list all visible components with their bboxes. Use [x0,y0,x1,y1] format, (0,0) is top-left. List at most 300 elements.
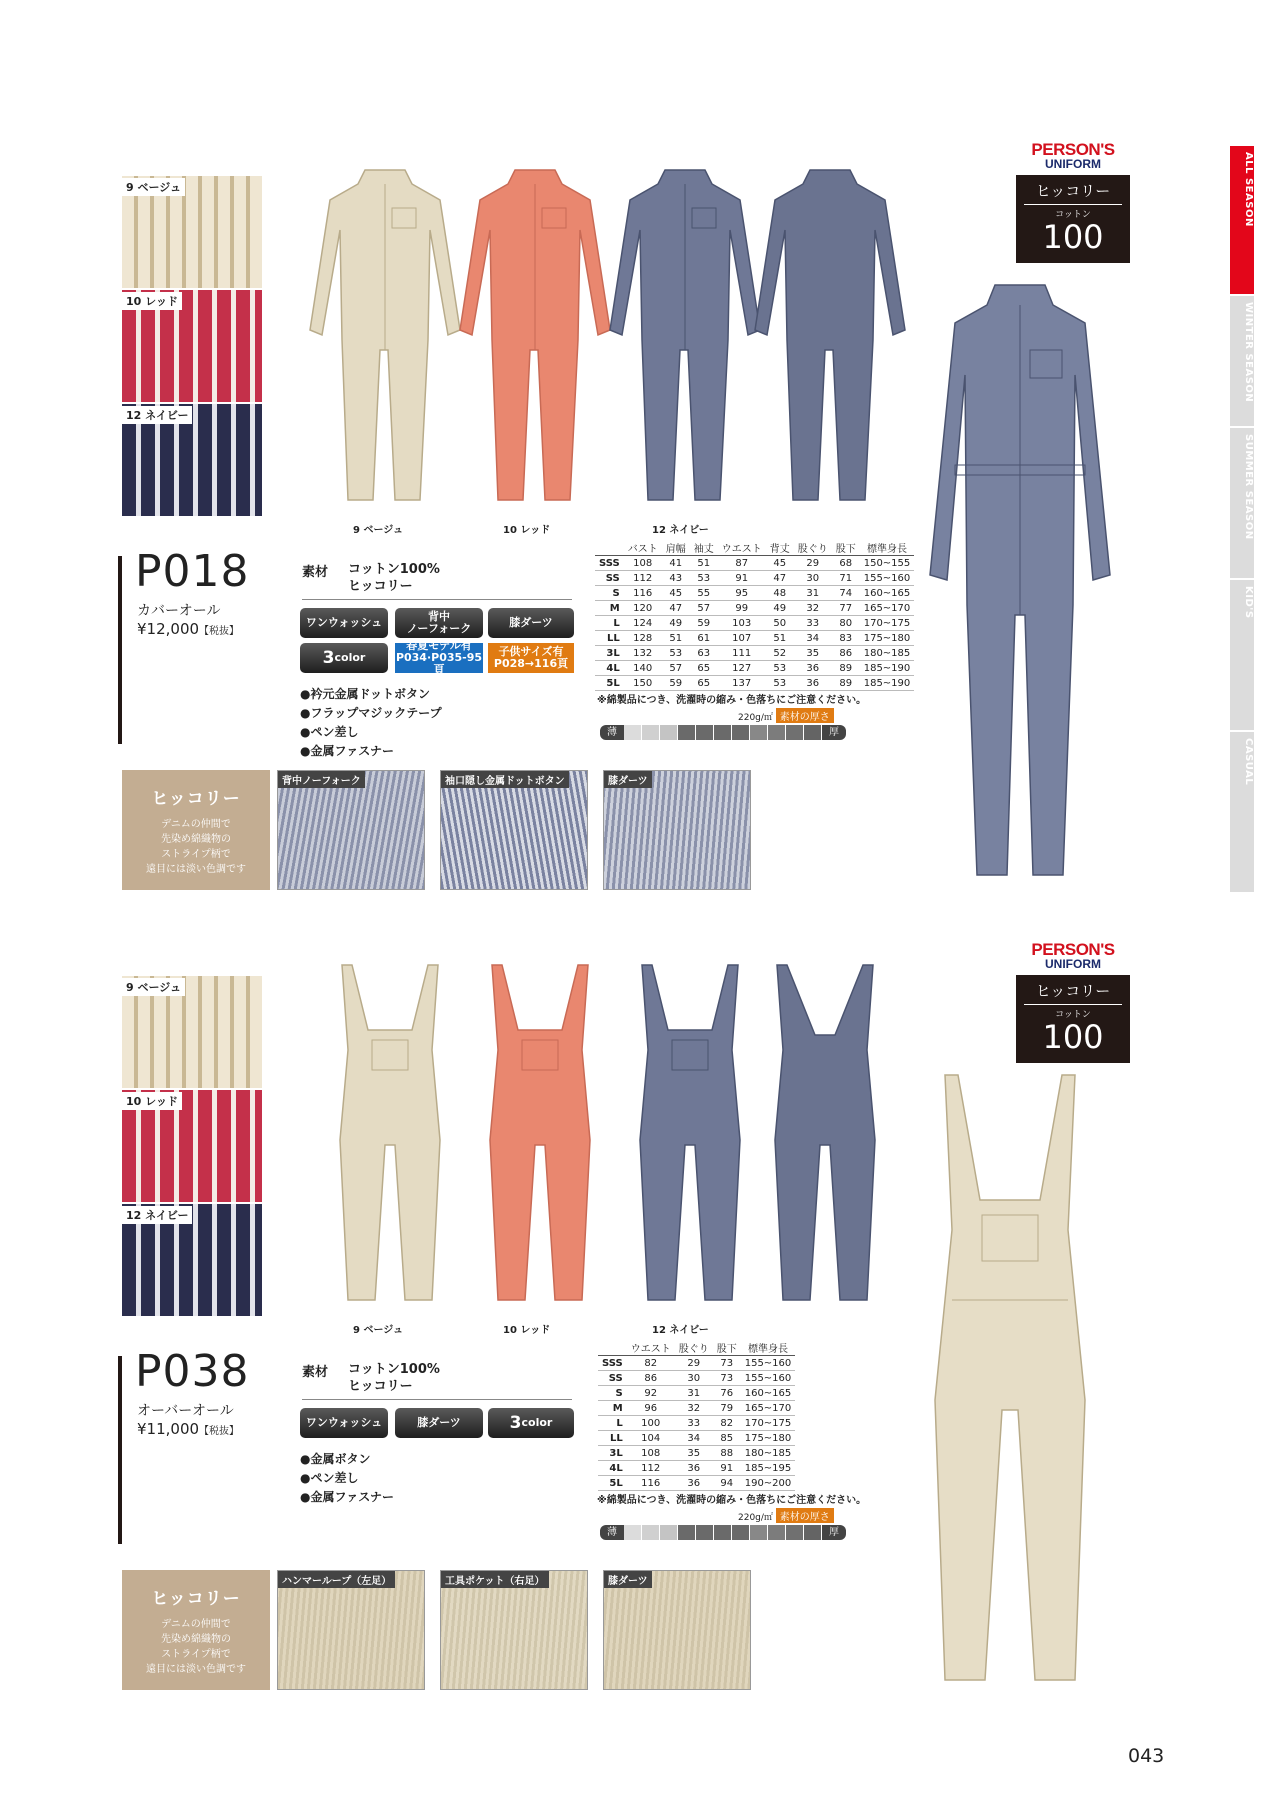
size-cell: 80 [832,616,860,631]
size-cell: 36 [794,676,832,691]
overall-beige-image [320,960,460,1310]
size-cell: 29 [794,556,832,571]
fabric-description [122,770,270,890]
size-cell: 55 [690,586,718,601]
swatch-label: 10 レッド [122,1092,182,1110]
price-value: ¥12,000 [137,620,200,638]
detail-photo-back [277,770,425,890]
size-row [598,1431,795,1446]
material-line: ヒッコリー [348,579,413,594]
swatch-label: 9 ベージュ [122,978,185,996]
model-code: P038 [135,1346,250,1397]
swatch-label: 12 ネイビー [122,406,192,424]
size-cell: M [595,601,624,616]
page-number: 043 [1128,1745,1165,1767]
thickness-cell [696,1525,714,1540]
feature-item: ●金属ファスナー [300,744,394,758]
size-cell: 49 [766,601,794,616]
material-info [302,561,572,600]
size-row [598,1371,795,1386]
coverall-navy-back-image [745,160,915,510]
size-cell: 91 [713,1461,741,1476]
size-cell: 155~160 [860,571,915,586]
size-header: 股下 [832,540,860,556]
size-row [595,676,914,691]
size-cell: 128 [624,631,662,646]
size-cell: SS [595,571,624,586]
swatch-label: 9 ベージュ [122,178,185,196]
features-list [300,1450,394,1507]
size-cell: 82 [713,1416,741,1431]
detail-photo-knee [603,1570,751,1690]
badge-knee-darts: 膝ダーツ [395,1408,483,1438]
size-cell: 91 [718,571,766,586]
garment-caption: 12 ネイビー [652,1325,709,1336]
swatch-red [122,290,262,402]
size-cell: 112 [627,1461,675,1476]
garment-caption: 10 レッド [503,1325,551,1336]
feature-item: ●金属ボタン [300,1452,371,1466]
feature-item: ●金属ファスナー [300,1490,394,1504]
badge-3color [300,643,388,673]
desc-line: 遠目には淡い色調です [146,1664,246,1675]
badge-back-norfolk: 背中 ノーフォーク [395,608,483,638]
size-cell: 150 [624,676,662,691]
badge-knee-darts: 膝ダーツ [488,608,574,638]
size-cell: 35 [675,1446,713,1461]
size-cell: 170~175 [741,1416,796,1431]
thickness-scale [600,1508,846,1540]
size-cell: 107 [718,631,766,646]
size-cell: 180~185 [741,1446,796,1461]
swatch-navy [122,404,262,516]
fabric-name: ヒッコリー [1035,182,1111,200]
thickness-cell [678,1525,696,1540]
features-list [300,685,442,761]
badge-line: 子供サイズ有 [498,645,564,658]
detail-photo-hammer-loop [277,1570,425,1690]
size-cell: 95 [718,586,766,601]
size-cell: 111 [718,646,766,661]
size-cell: 33 [794,616,832,631]
size-cell: 190~200 [741,1476,796,1491]
size-cell: 35 [794,646,832,661]
thickness-cell [750,1525,768,1540]
size-header: 標準身長 [741,1340,796,1356]
thickness-weight: 220g/㎡ [738,713,776,723]
brand-line2: UNIFORM [1045,157,1101,171]
badge-kids-size [488,643,574,673]
fabric-sub: コットン [1055,1010,1091,1020]
size-cell: 83 [832,631,860,646]
garment-caption: 9 ベージュ [353,1325,404,1336]
size-note: ※綿製品につき、洗濯時の縮み・色落ちにご注意ください。 [597,695,867,706]
detail-photo-tool-pocket [440,1570,588,1690]
model-type: オーバーオール [137,1403,234,1419]
detail-label: ハンマーループ（左足） [278,1571,395,1588]
tab-casual[interactable]: CASUAL [1230,732,1254,892]
swatch-label: 10 レッド [122,292,182,310]
size-row [598,1386,795,1401]
fabric-percent: 100 [1042,218,1104,256]
desc-line: ストライプ柄で [161,849,231,860]
size-cell: 49 [662,616,690,631]
thickness-cell [786,725,804,740]
size-cell: 59 [662,676,690,691]
material-label: 素材 [302,1365,329,1380]
garment-caption: 10 レッド [503,525,551,536]
size-cell: 3L [598,1446,627,1461]
size-cell: 165~170 [860,601,915,616]
size-cell: 116 [624,586,662,601]
size-cell: 33 [675,1416,713,1431]
size-cell: 180~185 [860,646,915,661]
size-cell: 65 [690,661,718,676]
price-tax: 【税抜】 [199,1426,240,1437]
size-cell: 87 [718,556,766,571]
size-cell: 108 [624,556,662,571]
size-cell: 127 [718,661,766,676]
swatch-red [122,1090,262,1202]
size-row [595,646,914,661]
thickness-cell [624,725,642,740]
size-cell: 53 [766,676,794,691]
fabric-box [1016,975,1130,1063]
thickness-cell [678,725,696,740]
size-row [598,1416,795,1431]
size-cell: LL [598,1431,627,1446]
size-cell: 5L [595,676,624,691]
thickness-weight: 220g/㎡ [738,1513,776,1523]
thickness-thin: 薄 [600,725,624,740]
fabric-percent: 100 [1042,1018,1104,1056]
size-cell: 30 [794,571,832,586]
size-cell: 185~190 [860,676,915,691]
badge-one-wash: ワンウォッシュ [300,608,388,638]
model-bar [118,556,122,744]
desc-title: ヒッコリー [151,1589,241,1609]
size-cell: 73 [713,1371,741,1386]
coverall-main-image [925,275,1115,885]
size-cell: 4L [595,661,624,676]
size-cell: 29 [675,1356,713,1371]
size-cell: 94 [713,1476,741,1491]
size-cell: 71 [832,571,860,586]
desc-line: 先染め綿織物の [161,834,231,845]
size-header: 袖丈 [690,540,718,556]
desc-line: 遠目には淡い色調です [146,864,246,875]
size-row [598,1356,795,1371]
size-cell: 51 [662,631,690,646]
size-cell: 48 [766,586,794,601]
tab-all-season[interactable]: ALL SEASON [1230,146,1254,294]
size-row [595,661,914,676]
size-cell: 140 [624,661,662,676]
size-cell: 89 [832,661,860,676]
size-cell: 160~165 [860,586,915,601]
model-price [137,620,239,638]
size-cell: 103 [718,616,766,631]
size-cell: 79 [713,1401,741,1416]
badge-line: 春夏モデル有 [406,639,472,652]
size-cell: 86 [627,1371,675,1386]
size-cell: 47 [662,601,690,616]
coverall-red-image [450,160,620,510]
size-header: 標準身長 [860,540,915,556]
detail-label: 袖口隠し金属ドットボタン [441,771,569,788]
fabric-name: ヒッコリー [1035,982,1111,1000]
size-cell: 61 [690,631,718,646]
size-header: 背丈 [766,540,794,556]
size-cell: S [595,586,624,601]
size-cell: 31 [794,586,832,601]
garment-caption: 12 ネイビー [652,525,709,536]
size-header: 股下 [713,1340,741,1356]
desc-line: ストライプ柄で [161,1649,231,1660]
size-cell: 185~190 [860,661,915,676]
overall-red-image [470,960,610,1310]
brand-line1: PERSON'S [1031,140,1115,159]
size-cell: 32 [794,601,832,616]
detail-photo-cuff [440,770,588,890]
thickness-cell [804,1525,822,1540]
size-cell: 65 [690,676,718,691]
fabric-description [122,1570,270,1690]
size-cell: 137 [718,676,766,691]
size-cell: 53 [662,646,690,661]
thickness-cell [786,1525,804,1540]
size-cell: 185~195 [741,1461,796,1476]
size-cell: 88 [713,1446,741,1461]
thickness-thin: 薄 [600,1525,624,1540]
size-cell: LL [595,631,624,646]
fabric-box [1016,175,1130,263]
size-cell: 74 [832,586,860,601]
size-cell: 170~175 [860,616,915,631]
brand-line1: PERSON'S [1031,940,1115,959]
thickness-cell [642,725,660,740]
size-cell: 82 [627,1356,675,1371]
size-header: 股ぐり [675,1340,713,1356]
size-cell: 85 [713,1431,741,1446]
size-cell: 132 [624,646,662,661]
size-cell: 165~170 [741,1401,796,1416]
feature-item: ●衿元金属ドットボタン [300,687,430,701]
size-header: バスト [624,540,662,556]
feature-item: ●フラップマジックテープ [300,706,442,720]
price-value: ¥11,000 [137,1420,200,1438]
size-cell: SSS [598,1356,627,1371]
size-cell: 52 [766,646,794,661]
size-cell: 150~155 [860,556,915,571]
size-header: 肩幅 [662,540,690,556]
swatch-navy [122,1204,262,1316]
overall-navy-image [620,960,760,1310]
swatch-beige [122,976,262,1088]
size-cell: 116 [627,1476,675,1491]
thickness-cell [804,725,822,740]
size-cell: 120 [624,601,662,616]
model-bar [118,1356,122,1544]
size-header: 股ぐり [794,540,832,556]
size-cell: 96 [627,1401,675,1416]
desc-line: デニムの仲間で [161,1619,231,1630]
size-cell: 51 [690,556,718,571]
tab-kids[interactable]: KID'S [1230,580,1254,730]
size-cell: 36 [675,1461,713,1476]
brand-line2: UNIFORM [1045,957,1101,971]
thickness-cell [624,1525,642,1540]
thickness-cell [732,725,750,740]
thickness-thick: 厚 [822,725,846,740]
color-word: color [334,651,366,664]
thickness-scale [600,708,846,740]
size-cell: 112 [624,571,662,586]
size-cell: 53 [766,661,794,676]
size-row [595,571,914,586]
thickness-cell [768,725,786,740]
thickness-cell [768,1525,786,1540]
brand-logo [1013,140,1133,171]
size-cell: 155~160 [741,1371,796,1386]
price-tax: 【税抜】 [199,626,240,637]
material-info [302,1361,572,1400]
thickness-label: 素材の厚さ [776,1508,834,1523]
size-cell: 73 [713,1356,741,1371]
thickness-cell [660,1525,678,1540]
size-cell: L [595,616,624,631]
color-word: color [521,1416,553,1429]
model-type: カバーオール [137,603,221,619]
badge-3color [488,1408,574,1438]
size-cell: 45 [766,556,794,571]
swatch-label: 12 ネイビー [122,1206,192,1224]
size-cell: 34 [675,1431,713,1446]
size-cell: 32 [675,1401,713,1416]
detail-photo-knee [603,770,751,890]
thickness-cell [642,1525,660,1540]
size-cell: 100 [627,1416,675,1431]
thickness-cell [714,725,732,740]
size-cell: 89 [832,676,860,691]
thickness-thick: 厚 [822,1525,846,1540]
fabric-sub: コットン [1055,210,1091,220]
size-cell: 36 [794,661,832,676]
size-cell: L [598,1416,627,1431]
size-cell: 92 [627,1386,675,1401]
size-cell: 31 [675,1386,713,1401]
material-line: コットン100% [348,562,440,577]
size-row [595,586,914,601]
thickness-cell [696,725,714,740]
thickness-cell [732,1525,750,1540]
thickness-cell [750,725,768,740]
size-cell: S [598,1386,627,1401]
size-cell: 34 [794,631,832,646]
size-cell: SSS [595,556,624,571]
size-cell: 47 [766,571,794,586]
size-cell: 155~160 [741,1356,796,1371]
size-cell: 99 [718,601,766,616]
size-cell: 160~165 [741,1386,796,1401]
brand-logo [1013,940,1133,971]
model-code: P018 [135,546,250,597]
material-line: コットン100% [348,1362,440,1377]
material-label: 素材 [302,565,329,580]
size-cell: 53 [690,571,718,586]
size-cell: 36 [675,1476,713,1491]
size-header [595,540,624,556]
size-cell: 4L [598,1461,627,1476]
thickness-cell [714,1525,732,1540]
badge-line: P028→116頁 [493,657,569,670]
detail-label: 背中ノーフォーク [278,771,365,788]
size-cell: 63 [690,646,718,661]
size-cell: 104 [627,1431,675,1446]
tab-summer-season[interactable]: SUMMER SEASON [1230,428,1254,578]
detail-label: 膝ダーツ [604,771,652,788]
size-cell: 51 [766,631,794,646]
garment-caption: 9 ベージュ [353,525,404,536]
size-cell: 76 [713,1386,741,1401]
size-header: ウエスト [718,540,766,556]
size-row [595,601,914,616]
color-count: 3 [509,1413,522,1433]
size-cell: 45 [662,586,690,601]
size-note: ※綿製品につき、洗濯時の縮み・色落ちにご注意ください。 [597,1495,867,1506]
size-cell: 59 [690,616,718,631]
size-cell: M [598,1401,627,1416]
size-cell: 50 [766,616,794,631]
size-cell: 175~180 [741,1431,796,1446]
color-count: 3 [322,648,335,668]
swatch-beige [122,176,262,288]
material-line: ヒッコリー [348,1379,413,1394]
size-row [598,1401,795,1416]
size-cell: 86 [832,646,860,661]
size-cell: 3L [595,646,624,661]
size-cell: 124 [624,616,662,631]
size-cell: 175~180 [860,631,915,646]
desc-line: 先染め綿織物の [161,1634,231,1645]
size-cell: 77 [832,601,860,616]
size-row [598,1446,795,1461]
badge-spring-model [395,639,483,676]
badge-line: P034·P035-95頁 [395,651,483,676]
size-cell: SS [598,1371,627,1386]
size-row [598,1476,795,1491]
model-price [137,1420,239,1438]
overall-navy-back-image [755,960,895,1310]
overall-main-image [910,1070,1110,1690]
size-cell: 41 [662,556,690,571]
size-row [595,556,914,571]
size-row [595,631,914,646]
tab-winter-season[interactable]: WINTER SEASON [1230,296,1254,426]
size-table [598,1340,795,1491]
desc-title: ヒッコリー [151,789,241,809]
badge-one-wash: ワンウォッシュ [300,1408,388,1438]
size-cell: 108 [627,1446,675,1461]
size-row [595,616,914,631]
coverall-beige-image [300,160,470,510]
thickness-label: 素材の厚さ [776,708,834,723]
size-cell: 5L [598,1476,627,1491]
size-cell: 30 [675,1371,713,1386]
desc-line: デニムの仲間で [161,819,231,830]
feature-item: ●ペン差し [300,725,359,739]
detail-label: 膝ダーツ [604,1571,652,1588]
